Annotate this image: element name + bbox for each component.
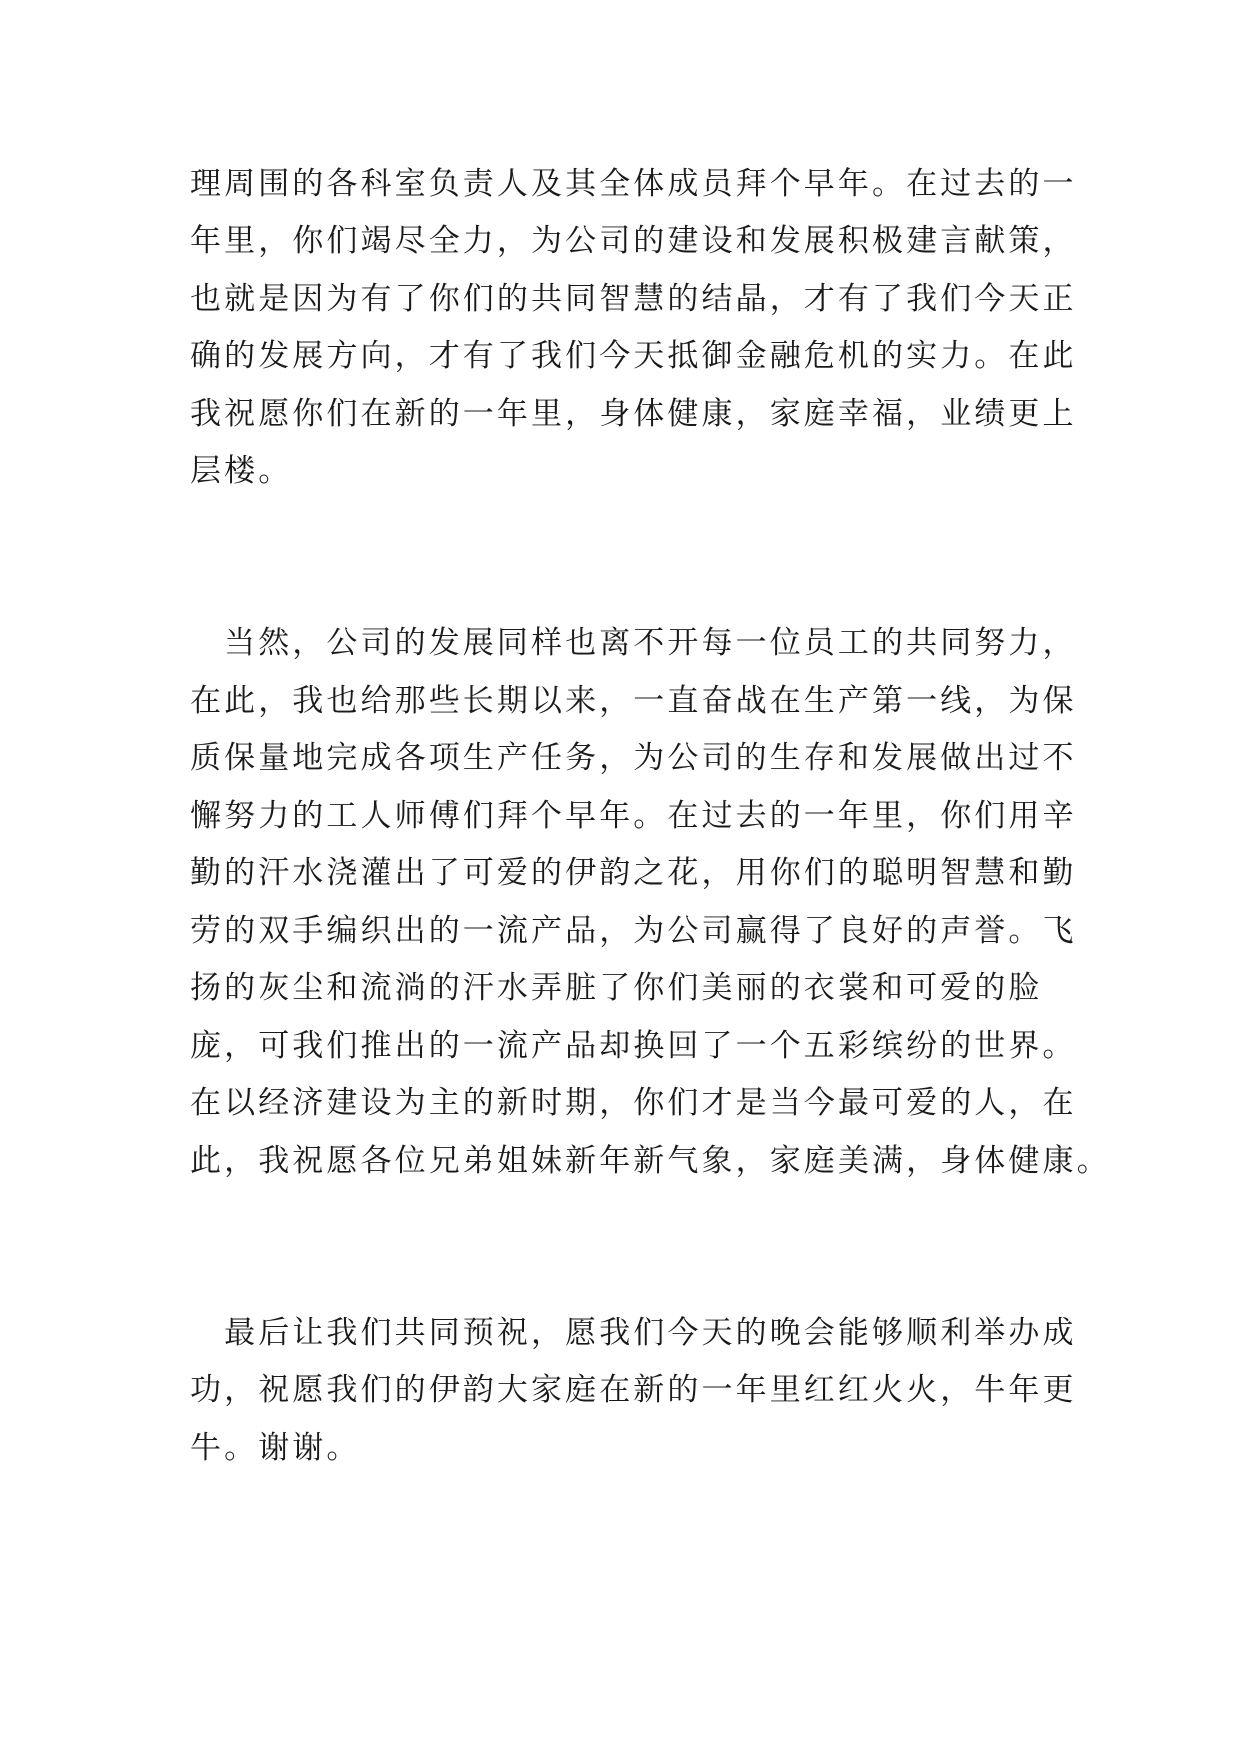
paragraph-1-line-5: 我祝愿你们在新的一年里，身体健康，家庭幸福，业绩更上: [190, 396, 1077, 432]
paragraph-1-line-3: 也就是因为有了你们的共同智慧的结晶，才有了我们今天正: [190, 281, 1077, 317]
paragraph-3-line-3: 牛。谢谢。: [190, 1430, 361, 1466]
paragraph-2-line-9: 在以经济建设为主的新时期，你们才是当今最可爱的人，在: [190, 1085, 1077, 1121]
paragraph-1-line-6: 层楼。: [190, 453, 293, 489]
paragraph-1-line-4: 确的发展方向，才有了我们今天抵御金融危机的实力。在此: [190, 338, 1077, 374]
paragraph-2-line-4: 懈努力的工人师傅们拜个早年。在过去的一年里，你们用辛: [190, 798, 1077, 834]
paragraph-3-line-1: 最后让我们共同预祝，愿我们今天的晚会能够顺利举办成: [190, 1315, 1077, 1351]
paragraph-2-line-2: 在此，我也给那些长期以来，一直奋战在生产第一线，为保: [190, 683, 1077, 719]
paragraph-3-line-2: 功，祝愿我们的伊韵大家庭在新的一年里红红火火，牛年更: [190, 1372, 1077, 1408]
paragraph-2-line-3: 质保量地完成各项生产任务，为公司的生存和发展做出过不: [190, 740, 1077, 776]
paragraph-2-line-8: 庞，可我们推出的一流产品却换回了一个五彩缤纷的世界。: [190, 1028, 1077, 1064]
paragraph-2-line-6: 劳的双手编织出的一流产品，为公司赢得了良好的声誉。飞: [190, 913, 1077, 949]
paragraph-1-line-2: 年里，你们竭尽全力，为公司的建设和发展积极建言献策，: [190, 223, 1077, 259]
paragraph-1-line-1: 理周围的各科室负责人及其全体成员拜个早年。在过去的一: [190, 166, 1077, 202]
paragraph-2-line-10: 此，我祝愿各位兄弟姐妹新年新气象，家庭美满，身体健康。: [190, 1143, 1111, 1179]
paragraph-2-line-1: 当然，公司的发展同样也离不开每一位员工的共同努力，: [190, 625, 1077, 661]
paragraph-2-line-7: 扬的灰尘和流淌的汗水弄脏了你们美丽的衣裳和可爱的脸: [190, 970, 1043, 1006]
paragraph-2-line-5: 勤的汗水浇灌出了可爱的伊韵之花，用你们的聪明智慧和勤: [190, 855, 1077, 891]
